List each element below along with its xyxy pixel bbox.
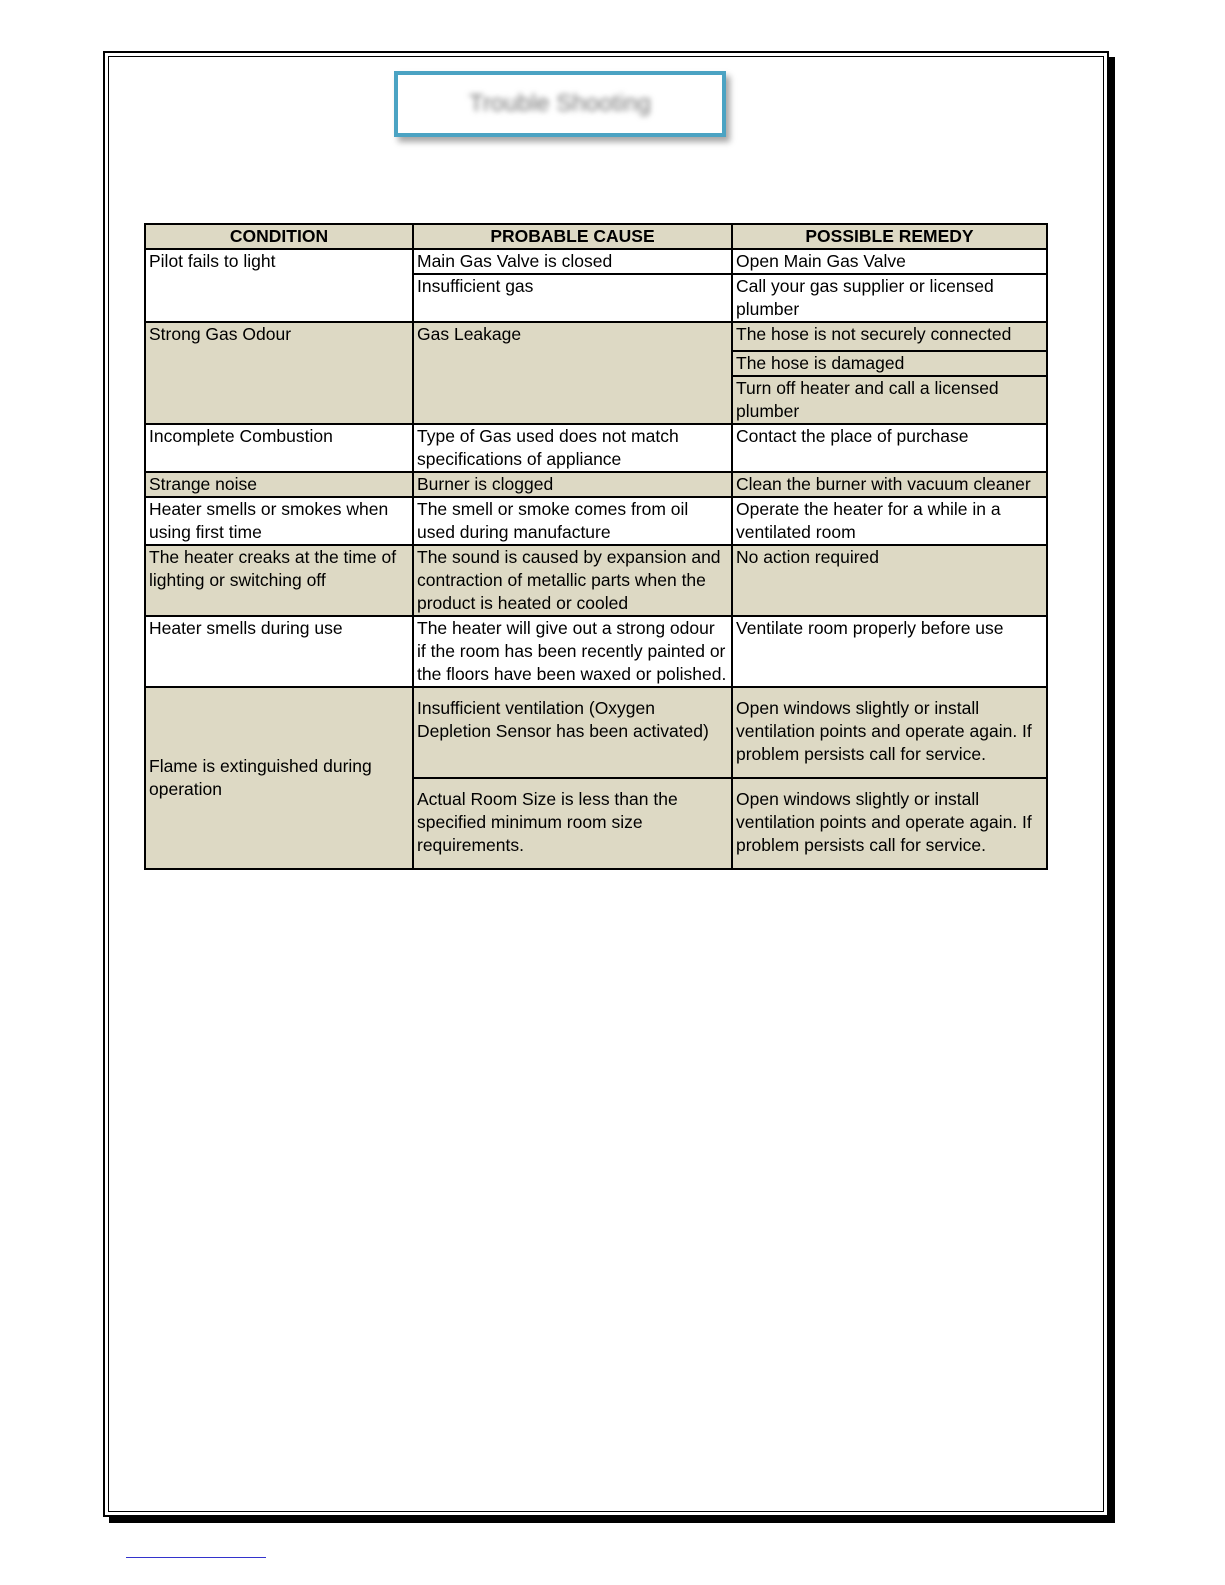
cause-cell: Burner is clogged <box>413 472 732 497</box>
condition-cell: Strange noise <box>145 472 413 497</box>
cause-cell: Insufficient ventilation (Oxygen Depletion Sensor has been activated) <box>413 687 732 778</box>
table-row <box>145 322 1047 351</box>
remedy-cell: The hose is not securely connected <box>732 322 1047 351</box>
table-row <box>145 249 1047 274</box>
footnote-separator <box>126 1557 266 1558</box>
remedy-cell: Turn off heater and call a licensed plumber <box>732 376 1047 424</box>
cause-cell: Actual Room Size is less than the specified minimum room size requirements. <box>413 778 732 869</box>
remedy-cell: Operate the heater for a while in a ventilated room <box>732 497 1047 545</box>
condition-cell: Pilot fails to light <box>145 249 413 322</box>
remedy-cell: Open windows slightly or install ventilation points and operate again. If problem persists call for service. <box>732 778 1047 869</box>
cause-cell: Gas Leakage <box>413 322 732 424</box>
table-row <box>145 497 1047 545</box>
table-row <box>145 424 1047 472</box>
header-possible-remedy: POSSIBLE REMEDY <box>732 224 1047 249</box>
condition-cell: Heater smells during use <box>145 616 413 687</box>
heading-title: Trouble Shooting <box>469 90 651 117</box>
table-row <box>145 545 1047 616</box>
table-row <box>145 687 1047 778</box>
troubleshooting-table <box>144 223 1048 870</box>
cause-cell: The smell or smoke comes from oil used during manufacture <box>413 497 732 545</box>
remedy-cell: The hose is damaged <box>732 351 1047 376</box>
cause-cell: The heater will give out a strong odour if the room has been recently painted or the floors have been waxed or polished. <box>413 616 732 687</box>
remedy-cell: No action required <box>732 545 1047 616</box>
header-probable-cause: PROBABLE CAUSE <box>413 224 732 249</box>
condition-cell: Heater smells or smokes when using first time <box>145 497 413 545</box>
condition-cell: Incomplete Combustion <box>145 424 413 472</box>
remedy-cell: Call your gas supplier or licensed plumber <box>732 274 1047 322</box>
table-row <box>145 616 1047 687</box>
cause-cell: Insufficient gas <box>413 274 732 322</box>
remedy-cell: Contact the place of purchase <box>732 424 1047 472</box>
cause-cell: The sound is caused by expansion and contraction of metallic parts when the product is heated or cooled <box>413 545 732 616</box>
table-row <box>145 472 1047 497</box>
condition-cell: The heater creaks at the time of lighting or switching off <box>145 545 413 616</box>
condition-cell: Flame is extinguished during operation <box>145 687 413 869</box>
remedy-cell: Clean the burner with vacuum cleaner <box>732 472 1047 497</box>
cause-cell: Main Gas Valve is closed <box>413 249 732 274</box>
table-header-row <box>145 224 1047 249</box>
remedy-cell: Open windows slightly or install ventilation points and operate again. If problem persists call for service. <box>732 687 1047 778</box>
remedy-cell: Open Main Gas Valve <box>732 249 1047 274</box>
condition-cell: Strong Gas Odour <box>145 322 413 424</box>
remedy-cell: Ventilate room properly before use <box>732 616 1047 687</box>
header-condition: CONDITION <box>145 224 413 249</box>
heading-box <box>394 71 726 137</box>
cause-cell: Type of Gas used does not match specifications of appliance <box>413 424 732 472</box>
